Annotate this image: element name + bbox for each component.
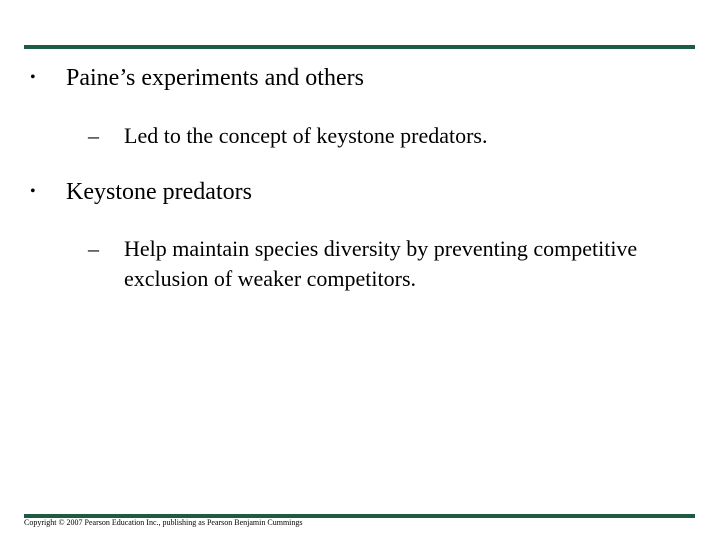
bullet-item-2 [30, 178, 252, 209]
sub-bullet-item-2 [88, 234, 654, 294]
dash-icon: – [88, 236, 99, 261]
sub-bullet-item-1 [88, 121, 654, 151]
bullet-text: Keystone predators [66, 179, 252, 205]
top-divider [24, 45, 695, 49]
sub-bullet-text: Help maintain species diversity by preventing competitive exclusion of weaker competitors. [124, 236, 638, 291]
dash-icon: – [88, 123, 99, 148]
bullet-icon: • [30, 183, 36, 200]
bullet-icon: • [30, 69, 36, 86]
copyright-footer: Copyright © 2007 Pearson Education Inc., publishing as Pearson Benjamin Cummings [24, 518, 303, 527]
bullet-text: Paine’s experiments and others [66, 65, 364, 91]
bullet-item-1 [30, 64, 364, 95]
sub-bullet-text: Led to the concept of keystone predators. [124, 123, 488, 148]
